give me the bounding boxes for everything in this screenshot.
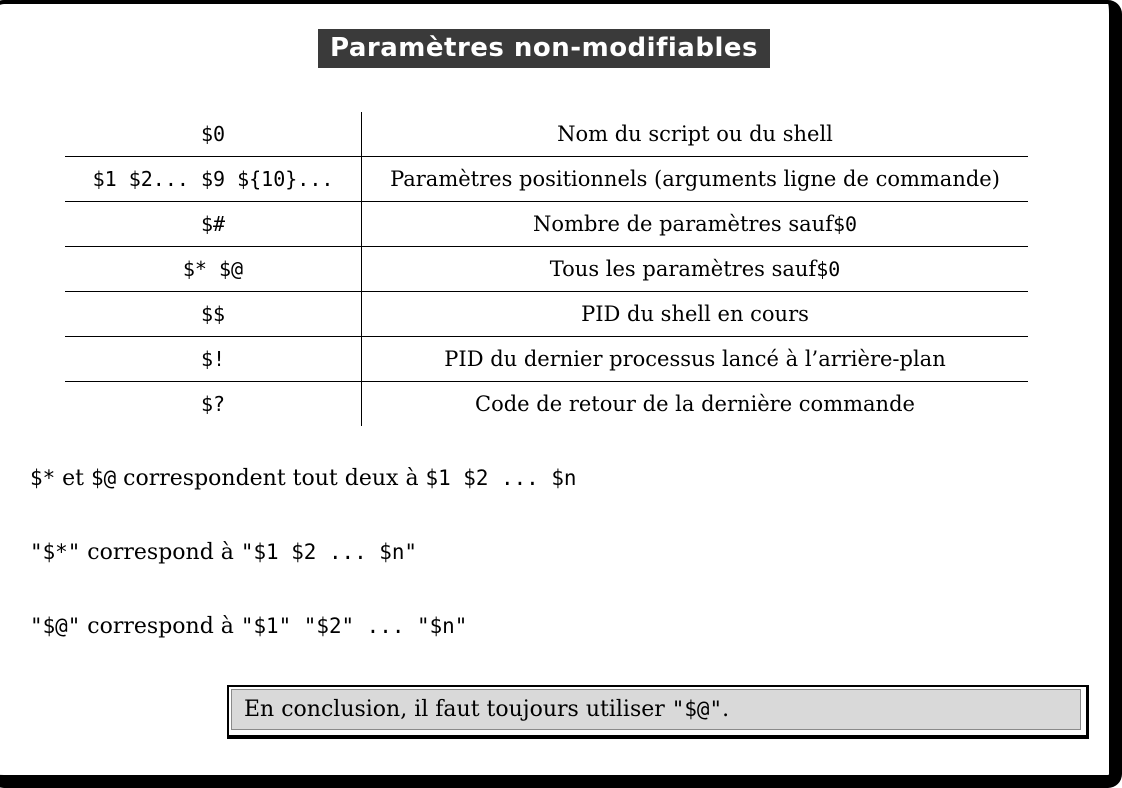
- note-star-at-equivalence: [30, 466, 576, 491]
- text-fragment: Tous les paramètres sauf: [549, 257, 817, 281]
- param-cell: $?: [65, 382, 362, 426]
- text-fragment: Code de retour de la dernière commande: [475, 392, 915, 416]
- code-fragment: "$@": [671, 697, 723, 721]
- desc-cell: [362, 337, 1028, 381]
- code-fragment: $@: [91, 466, 117, 490]
- code-fragment: "$1" "$2" ... "$n": [240, 614, 468, 638]
- note-quoted-star: [30, 540, 417, 565]
- text-fragment: .: [722, 697, 730, 722]
- code-fragment: "$*": [30, 540, 81, 564]
- desc-cell: [362, 292, 1028, 336]
- conclusion-box: [227, 685, 1089, 739]
- table-row: [65, 336, 1028, 381]
- slide-title: Paramètres non-modifiables: [318, 29, 770, 68]
- params-table: [65, 112, 1028, 426]
- text-fragment: En conclusion, il faut toujours utiliser: [244, 697, 672, 722]
- text-fragment: et: [55, 466, 92, 491]
- text-fragment: Nombre de paramètres sauf: [533, 212, 833, 236]
- code-fragment: $1 $2 ... $n: [425, 466, 577, 490]
- desc-cell: [362, 112, 1028, 156]
- note-quoted-at: [30, 614, 467, 639]
- text-fragment: Nom du script ou du shell: [557, 122, 833, 146]
- code-fragment: $*: [30, 466, 56, 490]
- param-cell: $0: [65, 112, 362, 156]
- code-fragment: $0: [816, 257, 841, 281]
- code-fragment: "$@": [30, 614, 81, 638]
- table-row: [65, 291, 1028, 336]
- text-fragment: Paramètres positionnels (arguments ligne de commande): [390, 167, 1000, 191]
- param-cell: $1 $2... $9 ${10}...: [65, 157, 362, 201]
- text-fragment: correspond à: [80, 540, 241, 565]
- conclusion-text: [231, 689, 1081, 730]
- desc-cell: [362, 382, 1028, 426]
- desc-cell: [362, 247, 1028, 291]
- param-cell: $!: [65, 337, 362, 381]
- desc-cell: [362, 157, 1028, 201]
- param-cell: $* $@: [65, 247, 362, 291]
- table-row: [65, 381, 1028, 426]
- text-fragment: correspond à: [80, 614, 241, 639]
- table-row: [65, 156, 1028, 201]
- code-fragment: $0: [832, 212, 857, 236]
- desc-cell: [362, 202, 1028, 246]
- table-row: [65, 201, 1028, 246]
- table-row: [65, 112, 1028, 156]
- table-row: [65, 246, 1028, 291]
- text-fragment: PID du shell en cours: [581, 302, 809, 326]
- param-cell: $$: [65, 292, 362, 336]
- text-fragment: correspondent tout deux à: [116, 466, 426, 491]
- code-fragment: "$1 $2 ... $n": [240, 540, 417, 564]
- param-cell: $#: [65, 202, 362, 246]
- text-fragment: PID du dernier processus lancé à l’arrière-plan: [444, 347, 946, 371]
